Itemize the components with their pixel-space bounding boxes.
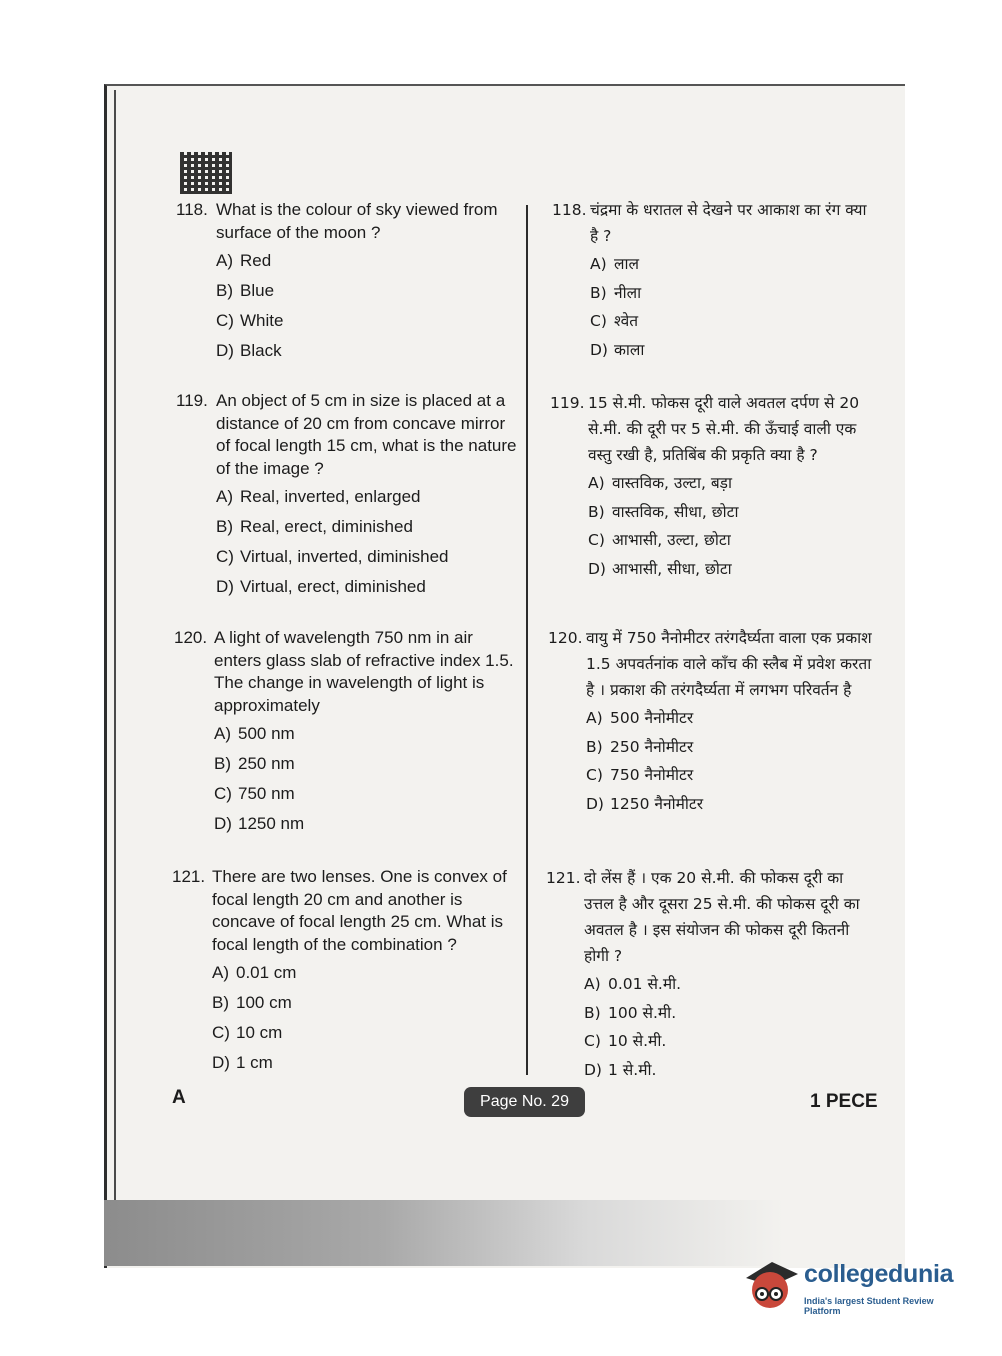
question-text: An object of 5 cm in size is placed at a distance of 20 cm from concave mirror of focal length 15 cm, what is the nature of the image ? — [216, 391, 517, 478]
column-divider — [526, 205, 528, 1075]
set-letter: A — [172, 1087, 186, 1108]
question-text: What is the colour of sky viewed from surface of the moon ? — [216, 200, 498, 242]
question-number: 120. — [548, 629, 583, 647]
option-d: D) 1250 नैनोमीटर — [586, 794, 704, 813]
qr-code-icon — [180, 152, 232, 194]
question-number: 119. — [176, 391, 208, 410]
brand-name: collegedunia — [804, 1260, 954, 1288]
question-number: 119. — [550, 394, 585, 412]
paper-code: 1 PECE — [810, 1091, 878, 1112]
margin-line — [114, 90, 116, 1205]
option-b: B) नीला — [590, 283, 642, 302]
question-number: 118. — [176, 200, 208, 219]
option-d: D) 1 cm — [212, 1053, 273, 1072]
option-d: D) Black — [216, 341, 282, 360]
option-d: D) 1250 nm — [214, 814, 305, 833]
brand-tagline: India's largest Student Review Platform — [804, 1296, 934, 1316]
option-a: A) 500 nm — [214, 724, 295, 743]
question-119-en — [176, 390, 521, 606]
question-119-hi — [550, 390, 877, 584]
question-121-hi — [546, 865, 877, 1085]
option-a: A) 0.01 से.मी. — [584, 975, 682, 993]
option-c: C) 10 cm — [212, 1023, 283, 1042]
question-text: A light of wavelength 750 nm in air enters glass slab of refractive index 1.5. The change in wavelength of light is approximately — [214, 628, 514, 715]
question-120-en — [174, 627, 521, 843]
option-b: B) Blue — [216, 281, 275, 300]
option-b: B) 100 से.मी. — [584, 1003, 677, 1022]
option-c: C) आभासी, उल्टा, छोटा — [588, 531, 731, 549]
option-d: D) आभासी, सीधा, छोटा — [588, 559, 732, 578]
option-c: C) श्वेत — [590, 312, 639, 330]
question-number: 120. — [174, 628, 208, 647]
option-b: B) 100 cm — [212, 993, 292, 1012]
option-d: D) काला — [590, 340, 645, 359]
option-c: C) Virtual, inverted, diminished — [216, 547, 449, 566]
option-b: B) 250 नैनोमीटर — [586, 737, 694, 756]
option-c: C) 750 नैनोमीटर — [586, 766, 694, 784]
option-b: B) 250 nm — [214, 754, 295, 773]
question-number: 121. — [546, 869, 581, 887]
option-a: A) Red — [216, 251, 272, 270]
option-d: D) 1 से.मी. — [584, 1060, 657, 1079]
option-a: A) लाल — [590, 255, 640, 273]
option-a: A) Real, inverted, enlarged — [216, 487, 421, 506]
option-c: C) 10 से.मी. — [584, 1032, 667, 1050]
page-number-badge: Page No. 29 — [464, 1087, 585, 1117]
option-c: C) White — [216, 311, 284, 330]
question-121-en — [172, 866, 521, 1082]
question-number: 121. — [172, 867, 206, 886]
option-c: C) 750 nm — [214, 784, 295, 803]
question-118-hi — [552, 197, 877, 365]
collegedunia-logo — [742, 1256, 972, 1314]
mascot-icon — [742, 1256, 802, 1314]
question-text: वायु में 750 नैनोमीटर तरंगदैर्घ्यता वाला एक प्रकाश 1.5 अपवर्तनांक वाले काँच की स्लैब में प्रवेश करता है । प्रकाश की तरंगदैर्घ्यता में लगभग परिवर्तन है — [586, 629, 872, 699]
question-120-hi — [548, 625, 877, 819]
option-a: A) 500 नैनोमीटर — [586, 709, 694, 727]
option-a: A) 0.01 cm — [212, 963, 297, 982]
option-b: B) वास्तविक, सीधा, छोटा — [588, 502, 739, 521]
question-number: 118. — [552, 201, 587, 219]
question-text: दो लेंस हैं । एक 20 से.मी. की फोकस दूरी का उत्तल है और दूसरा 25 से.मी. की फोकस दूरी का अवतल है । इस संयोजन की फोकस दूरी कितनी होगी ? — [584, 869, 860, 965]
question-text: 15 से.मी. फोकस दूरी वाले अवतल दर्पण से 20 से.मी. की दूरी पर 5 से.मी. की ऊँचाई वाली एक वस्तु रखी है, प्रतिबिंब की प्रकृति क्या है ? — [588, 394, 860, 464]
option-d: D) Virtual, erect, diminished — [216, 577, 426, 596]
option-a: A) वास्तविक, उल्टा, बड़ा — [588, 474, 732, 492]
question-text: चंद्रमा के धरातल से देखने पर आकाश का रंग क्या है ? — [590, 201, 867, 245]
question-118-en — [176, 199, 521, 370]
option-b: B) Real, erect, diminished — [216, 517, 413, 536]
question-text: There are two lenses. One is convex of focal length 20 cm and another is concave of focal length 25 cm. What is focal length of the combination ? — [212, 867, 507, 954]
